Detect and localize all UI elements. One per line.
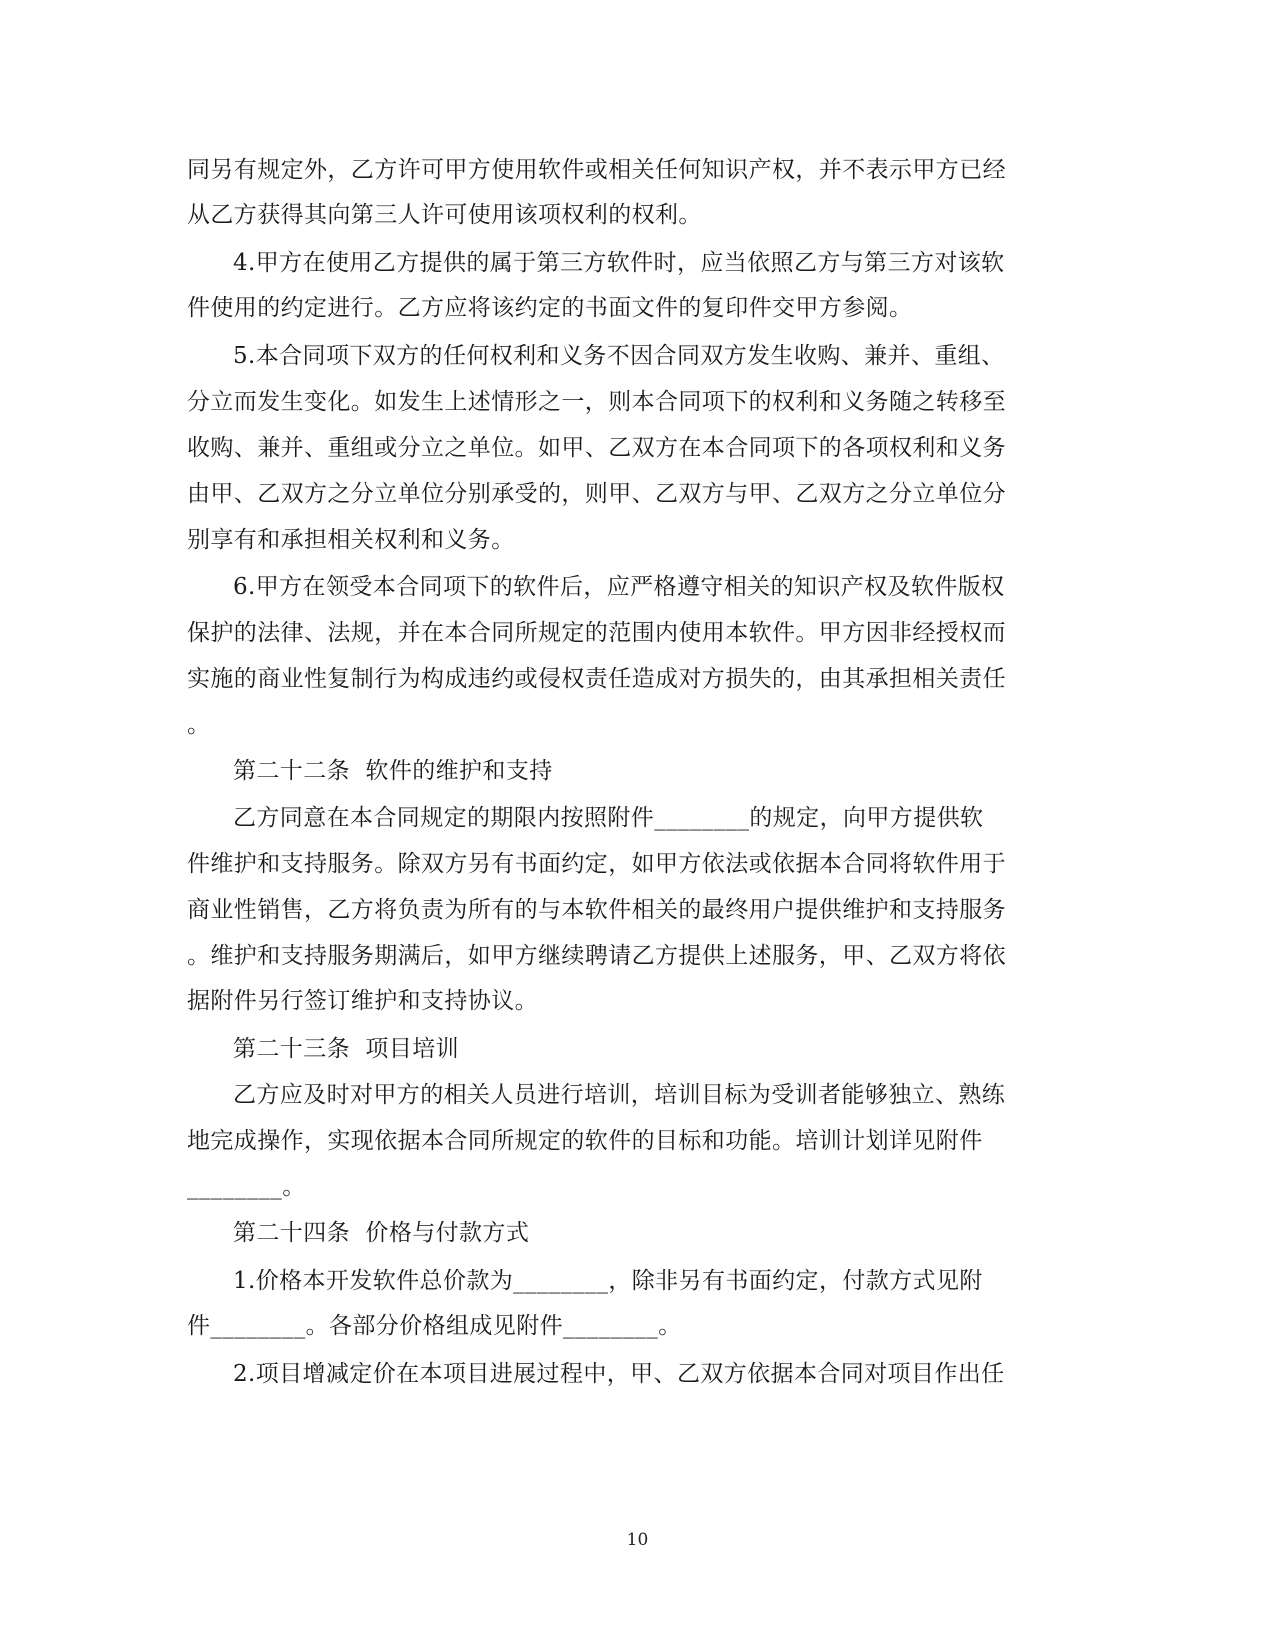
text-line: 商业性销售，乙方将负责为所有的与本软件相关的最终用户提供维护和支持服务 (187, 897, 1006, 923)
text-line: ________。 (187, 1174, 306, 1200)
text-line: 乙方应及时对甲方的相关人员进行培训，培训目标为受训者能够独立、熟练 (233, 1082, 1006, 1108)
text-line: 由甲、乙双方之分立单位分别承受的，则甲、乙双方与甲、乙双方之分立单位分 (187, 481, 1006, 507)
text-line: 同另有规定外，乙方许可甲方使用软件或相关任何知识产权，并不表示甲方已经 (187, 157, 1006, 183)
text-line: 1.价格本开发软件总价款为________，除非另有书面约定，付款方式见附 (233, 1268, 983, 1294)
text-line: 4.甲方在使用乙方提供的属于第三方软件时，应当依照乙方与第三方对该软 (233, 250, 1005, 276)
text-line: 分立而发生变化。如发生上述情形之一，则本合同项下的权利和义务随之转移至 (187, 389, 1006, 415)
text-line: 6.甲方在领受本合同项下的软件后，应严格遵守相关的知识产权及软件版权 (233, 574, 1005, 600)
text-line: 据附件另行签订维护和支持协议。 (187, 988, 538, 1014)
section-heading: 第二十二条 软件的维护和支持 (233, 758, 553, 784)
page-number: 10 (626, 1530, 649, 1550)
text-line: 件使用的约定进行。乙方应将该约定的书面文件的复印件交甲方参阅。 (187, 295, 913, 321)
section-heading: 第二十三条 项目培训 (233, 1036, 460, 1062)
text-line: 实施的商业性复制行为构成违约或侵权责任造成对方损失的，由其承担相关责任 (187, 666, 1006, 692)
text-line: 保护的法律、法规，并在本合同所规定的范围内使用本软件。甲方因非经授权而 (187, 620, 1006, 646)
text-line: 乙方同意在本合同规定的期限内按照附件________的规定，向甲方提供软 (233, 805, 984, 831)
text-line: 。维护和支持服务期满后，如甲方继续聘请乙方提供上述服务，甲、乙双方将依 (187, 943, 1006, 969)
text-line: 。 (187, 712, 211, 738)
text-line: 收购、兼并、重组或分立之单位。如甲、乙双方在本合同项下的各项权利和义务 (187, 435, 1006, 461)
text-line: 件维护和支持服务。除双方另有书面约定，如甲方依法或依据本合同将软件用于 (187, 851, 1006, 877)
text-line: 5.本合同项下双方的任何权利和义务不因合同双方发生收购、兼并、重组、 (233, 343, 1005, 369)
text-line: 别享有和承担相关权利和义务。 (187, 527, 515, 553)
text-line: 地完成操作，实现依据本合同所规定的软件的目标和功能。培训计划详见附件 (187, 1128, 983, 1154)
text-line: 从乙方获得其向第三人许可使用该项权利的权利。 (187, 202, 702, 228)
text-line: 件________。各部分价格组成见附件________。 (187, 1313, 682, 1339)
section-heading: 第二十四条 价格与付款方式 (233, 1220, 530, 1246)
text-line: 2.项目增减定价在本项目进展过程中，甲、乙双方依据本合同对项目作出任 (233, 1361, 1005, 1387)
